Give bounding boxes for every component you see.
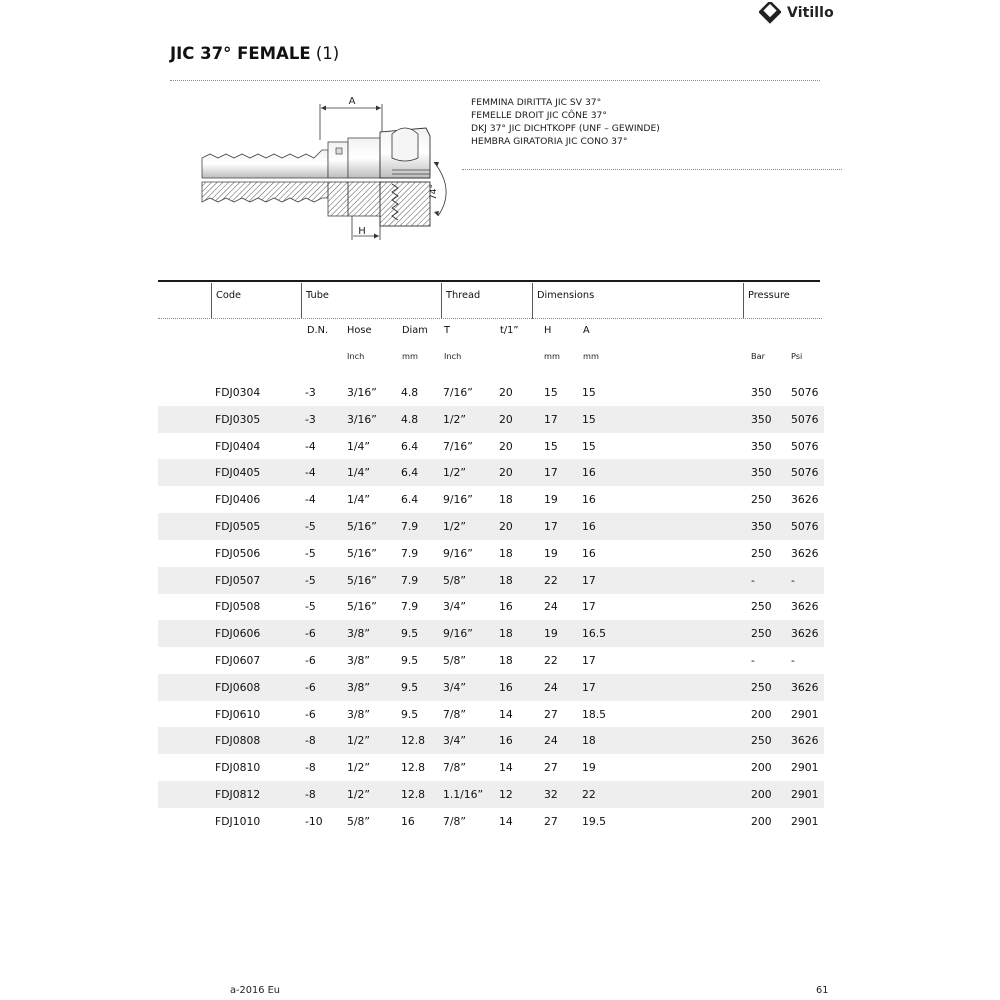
cell-a: 19.5	[582, 814, 607, 828]
cell-psi: 5076	[791, 520, 819, 533]
cell-hose: 1/2”	[347, 761, 370, 775]
product-description	[471, 96, 660, 148]
cell-bar: 250	[751, 493, 772, 507]
subheader-a: A	[583, 325, 590, 336]
cell-h: 32	[544, 788, 558, 801]
cell-h: 17	[544, 520, 558, 533]
cell-dn: -8	[305, 788, 316, 801]
cell-code: FDJ0610	[215, 707, 261, 721]
cell-dn: -4	[305, 466, 316, 480]
cell-dn: -3	[305, 412, 316, 426]
cell-code: FDJ0608	[215, 680, 261, 694]
cell-a: 16	[582, 493, 596, 507]
cell-hose: 3/8”	[347, 627, 370, 641]
cell-thread: 7/8”	[443, 814, 466, 828]
cell-tpi: 20	[499, 386, 513, 399]
cell-dn: -8	[305, 734, 316, 748]
cell-psi: 3626	[791, 600, 819, 614]
cell-tpi: 20	[499, 439, 513, 453]
cell-thread: 7/16”	[443, 386, 473, 399]
table-row	[158, 567, 824, 594]
cell-code: FDJ0507	[215, 573, 261, 587]
cell-psi: 2901	[791, 707, 819, 721]
cell-psi: 5076	[791, 412, 819, 426]
subheader-t: T	[444, 325, 450, 336]
cell-diam: 6.4	[401, 439, 419, 453]
cell-hose: 1/4”	[347, 493, 370, 507]
cell-bar: 200	[751, 814, 772, 828]
table-row	[158, 620, 824, 647]
cell-thread: 3/4”	[443, 600, 466, 614]
cell-diam: 12.8	[401, 734, 426, 748]
cell-thread: 7/16”	[443, 439, 473, 453]
table-row	[158, 781, 824, 808]
cell-dn: -6	[305, 680, 316, 694]
cell-bar: 350	[751, 439, 772, 453]
table-row	[158, 406, 824, 433]
cell-h: 17	[544, 466, 558, 480]
table-row	[158, 433, 824, 460]
cell-h: 27	[544, 814, 558, 828]
cell-code: FDJ0404	[215, 439, 261, 453]
cell-thread: 3/4”	[443, 734, 466, 748]
cell-h: 24	[544, 680, 558, 694]
cell-diam: 9.5	[401, 680, 419, 694]
cell-diam: 7.9	[401, 573, 419, 587]
cell-dn: -5	[305, 546, 316, 560]
cell-thread: 1/2”	[443, 466, 466, 480]
description-divider	[462, 169, 842, 170]
cell-a: 17	[582, 654, 596, 667]
cell-a: 16	[582, 466, 596, 480]
cell-code: FDJ0406	[215, 493, 261, 507]
table-row	[158, 727, 824, 754]
cell-thread: 9/16”	[443, 546, 473, 560]
cell-diam: 16	[401, 814, 415, 828]
table-row	[158, 540, 824, 567]
unit-a: mm	[583, 351, 599, 361]
cell-psi: 3626	[791, 627, 819, 641]
cell-bar: 250	[751, 680, 772, 694]
cell-code: FDJ1010	[215, 814, 261, 828]
cell-a: 18.5	[582, 707, 607, 721]
table-row	[158, 593, 824, 620]
cell-dn: -6	[305, 707, 316, 721]
cell-dn: -5	[305, 573, 316, 587]
cell-h: 19	[544, 627, 558, 641]
cell-h: 22	[544, 654, 558, 667]
cell-a: 19	[582, 761, 596, 775]
cell-bar: 350	[751, 412, 772, 426]
cell-diam: 12.8	[401, 788, 426, 801]
cell-tpi: 18	[499, 493, 513, 507]
cell-code: FDJ0810	[215, 761, 261, 775]
cell-a: 15	[582, 412, 596, 426]
cell-dn: -3	[305, 386, 316, 399]
cell-thread: 7/8”	[443, 707, 466, 721]
cell-bar: -	[751, 654, 755, 667]
unit-t: Inch	[444, 351, 462, 361]
cell-bar: 250	[751, 627, 772, 641]
cell-hose: 5/16”	[347, 573, 377, 587]
cell-hose: 1/4”	[347, 466, 370, 480]
cell-a: 18	[582, 734, 596, 748]
column-separator	[532, 283, 533, 319]
cell-tpi: 14	[499, 761, 513, 775]
cell-psi: 2901	[791, 761, 819, 775]
table-row	[158, 754, 824, 781]
header-dimensions: Dimensions	[537, 290, 595, 301]
cell-code: FDJ0405	[215, 466, 261, 480]
cell-diam: 12.8	[401, 761, 426, 775]
subheader-tpi: t/1”	[500, 325, 519, 336]
table-row	[158, 459, 824, 486]
cell-bar: 200	[751, 707, 772, 721]
column-separator	[211, 283, 212, 319]
table-row	[158, 674, 824, 701]
angle-label: 74°	[429, 184, 439, 200]
cell-bar: 250	[751, 734, 772, 748]
cell-tpi: 20	[499, 412, 513, 426]
description-es: HEMBRA GIRATORIA JIC CONO 37°	[471, 136, 628, 147]
cell-tpi: 14	[499, 814, 513, 828]
cell-bar: 250	[751, 546, 772, 560]
cell-code: FDJ0812	[215, 788, 261, 801]
cell-bar: 350	[751, 520, 772, 533]
cell-psi: 3626	[791, 734, 819, 748]
cell-diam: 9.5	[401, 654, 419, 667]
cell-diam: 7.9	[401, 520, 419, 533]
cell-bar: 200	[751, 788, 772, 801]
cell-h: 15	[544, 386, 558, 399]
cell-tpi: 16	[499, 600, 513, 614]
cell-tpi: 16	[499, 734, 513, 748]
cell-psi: 3626	[791, 493, 819, 507]
unit-hose: Inch	[347, 351, 365, 361]
unit-diam: mm	[402, 351, 418, 361]
unit-bar: Bar	[751, 351, 766, 361]
cell-dn: -4	[305, 493, 316, 507]
cell-hose: 5/16”	[347, 520, 377, 533]
cell-a: 16	[582, 520, 596, 533]
cell-bar: 250	[751, 600, 772, 614]
cell-thread: 1.1/16”	[443, 788, 484, 801]
cell-code: FDJ0607	[215, 654, 261, 667]
cell-code: FDJ0606	[215, 627, 261, 641]
table-row	[158, 647, 824, 674]
cell-bar: 350	[751, 466, 772, 480]
cell-diam: 7.9	[401, 600, 419, 614]
cell-hose: 3/8”	[347, 707, 370, 721]
cell-diam: 9.5	[401, 707, 419, 721]
cell-bar: 350	[751, 386, 772, 399]
cell-hose: 3/16”	[347, 412, 377, 426]
cell-dn: -4	[305, 439, 316, 453]
cell-code: FDJ0808	[215, 734, 261, 748]
cell-h: 27	[544, 707, 558, 721]
cell-h: 24	[544, 600, 558, 614]
cell-h: 17	[544, 412, 558, 426]
description-it: FEMMINA DIRITTA JIC SV 37°	[471, 97, 602, 108]
cell-thread: 1/2”	[443, 520, 466, 533]
cell-tpi: 18	[499, 573, 513, 587]
table-row	[158, 808, 824, 835]
cell-psi: 5076	[791, 386, 819, 399]
table-row	[158, 513, 824, 540]
cell-psi: 3626	[791, 680, 819, 694]
cell-a: 15	[582, 439, 596, 453]
cell-code: FDJ0505	[215, 520, 261, 533]
cell-thread: 1/2”	[443, 412, 466, 426]
unit-h: mm	[544, 351, 560, 361]
cell-psi: 2901	[791, 814, 819, 828]
cell-psi: 5076	[791, 466, 819, 480]
subheader-hose: Hose	[347, 325, 372, 336]
cell-psi: 5076	[791, 439, 819, 453]
table-row	[158, 701, 824, 728]
cell-code: FDJ0305	[215, 412, 261, 426]
description-de: DKJ 37° JIC DICHTKOPF (UNF – GEWINDE)	[471, 123, 660, 134]
cell-hose: 3/16”	[347, 386, 377, 399]
header-tube: Tube	[306, 290, 329, 301]
cell-diam: 9.5	[401, 627, 419, 641]
page-number: 61	[816, 985, 829, 996]
column-separator	[743, 283, 744, 319]
subheader-h: H	[544, 325, 552, 336]
cell-hose: 1/2”	[347, 788, 370, 801]
cell-a: 16.5	[582, 627, 607, 641]
cell-tpi: 20	[499, 520, 513, 533]
cell-dn: -5	[305, 600, 316, 614]
cell-a: 15	[582, 386, 596, 399]
cell-diam: 4.8	[401, 412, 419, 426]
cell-tpi: 20	[499, 466, 513, 480]
cell-psi: 3626	[791, 546, 819, 560]
cell-a: 16	[582, 546, 596, 560]
cell-psi: -	[791, 573, 795, 587]
cell-bar: 200	[751, 761, 772, 775]
cell-dn: -6	[305, 654, 316, 667]
vitillo-logo-icon	[759, 2, 781, 24]
cell-h: 19	[544, 493, 558, 507]
cell-thread: 7/8”	[443, 761, 466, 775]
cell-hose: 1/2”	[347, 734, 370, 748]
cell-psi: -	[791, 654, 795, 667]
column-separator	[441, 283, 442, 319]
cell-tpi: 18	[499, 627, 513, 641]
cell-h: 24	[544, 734, 558, 748]
cell-hose: 5/16”	[347, 546, 377, 560]
cell-dn: -5	[305, 520, 316, 533]
cell-h: 22	[544, 573, 558, 587]
dimension-a-label: A	[348, 96, 356, 107]
cell-thread: 9/16”	[443, 627, 473, 641]
title-divider	[170, 80, 820, 81]
subheader-diam: Diam	[402, 325, 428, 336]
cell-hose: 3/8”	[347, 654, 370, 667]
dimension-h-label: H	[358, 226, 366, 237]
cell-h: 19	[544, 546, 558, 560]
cell-diam: 7.9	[401, 546, 419, 560]
cell-hose: 1/4”	[347, 439, 370, 453]
cell-code: FDJ0304	[215, 386, 261, 399]
column-separator	[301, 283, 302, 319]
table-row	[158, 379, 824, 406]
cell-thread: 9/16”	[443, 493, 473, 507]
hose-fitting-drawing	[194, 92, 460, 248]
cell-h: 27	[544, 761, 558, 775]
cell-thread: 5/8”	[443, 573, 466, 587]
cell-tpi: 14	[499, 707, 513, 721]
cell-dn: -6	[305, 627, 316, 641]
brand-name: Vitillo	[787, 5, 834, 21]
subheader-dn: D.N.	[307, 325, 329, 336]
cell-tpi: 18	[499, 546, 513, 560]
cell-diam: 6.4	[401, 493, 419, 507]
cell-hose: 5/16”	[347, 600, 377, 614]
cell-thread: 3/4”	[443, 680, 466, 694]
table-top-rule	[158, 280, 820, 282]
cell-hose: 3/8”	[347, 680, 370, 694]
cell-code: FDJ0506	[215, 546, 261, 560]
title-main: JIC 37° FEMALE	[170, 44, 311, 63]
brand-logo	[759, 0, 834, 26]
header-divider	[158, 318, 822, 319]
cell-a: 22	[582, 788, 596, 801]
cell-code: FDJ0508	[215, 600, 261, 614]
header-pressure: Pressure	[748, 290, 790, 301]
table-row	[158, 486, 824, 513]
title-suffix: (1)	[310, 44, 340, 63]
cell-tpi: 12	[499, 788, 513, 801]
cell-tpi: 18	[499, 654, 513, 667]
cell-diam: 6.4	[401, 466, 419, 480]
cell-tpi: 16	[499, 680, 513, 694]
cell-diam: 4.8	[401, 386, 419, 399]
cell-a: 17	[582, 680, 596, 694]
cell-a: 17	[582, 573, 596, 587]
cell-psi: 2901	[791, 788, 819, 801]
unit-psi: Psi	[791, 351, 803, 361]
cell-dn: -8	[305, 761, 316, 775]
footer-edition: a-2016 Eu	[230, 985, 280, 996]
description-fr: FEMELLE DROIT JIC CÔNE 37°	[471, 110, 608, 121]
cell-thread: 5/8”	[443, 654, 466, 667]
cell-hose: 5/8”	[347, 814, 370, 828]
header-code: Code	[216, 290, 242, 301]
cell-a: 17	[582, 600, 596, 614]
header-thread: Thread	[446, 290, 481, 301]
page-title	[170, 44, 339, 63]
cell-bar: -	[751, 573, 755, 587]
cell-dn: -10	[305, 814, 323, 828]
cell-h: 15	[544, 439, 558, 453]
